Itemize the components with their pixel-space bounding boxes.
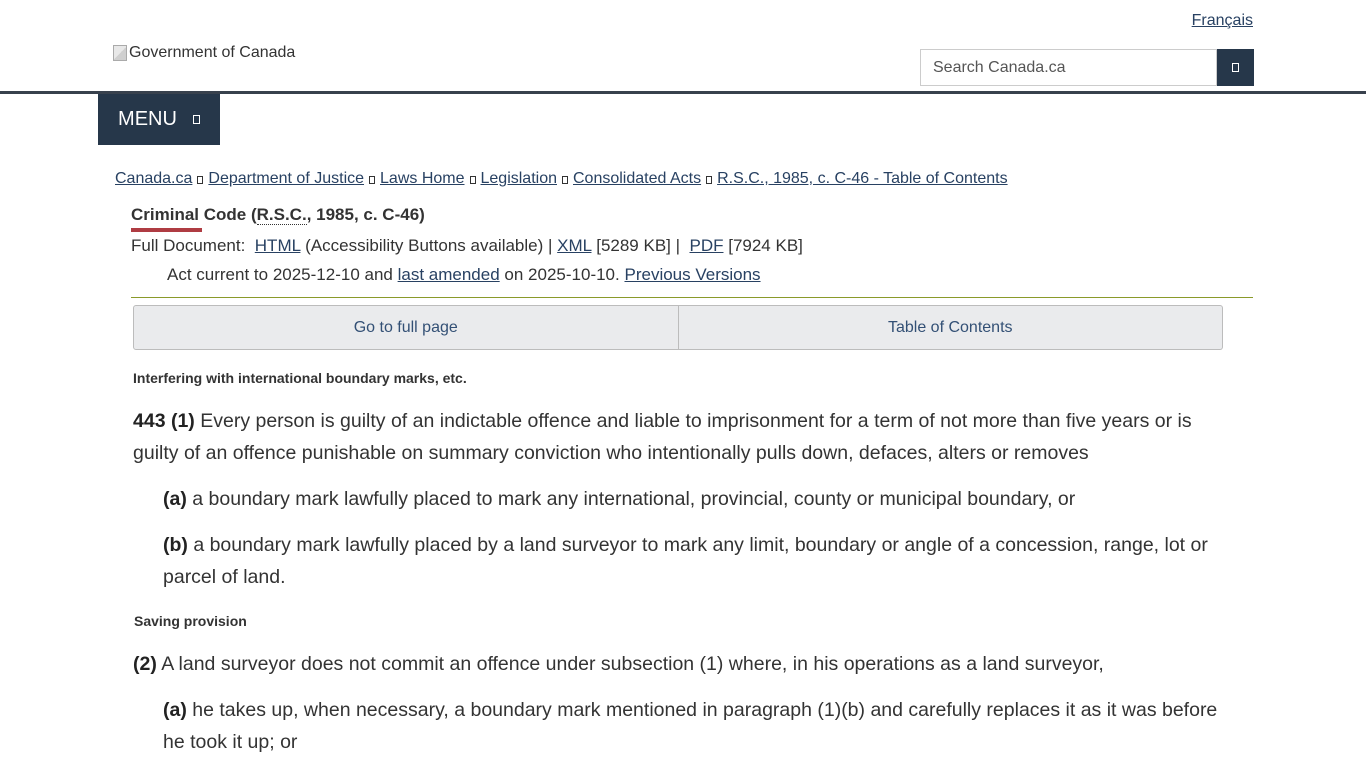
paragraph-text: a boundary mark lawfully placed to mark any international, provincial, county or municipal boundary, or [192,488,1076,510]
menu-button[interactable] [98,94,220,145]
menu-label: MENU [118,108,177,130]
search-form [920,49,1254,86]
logo-alt-text: Government of Canada [129,44,296,61]
breadcrumb [115,170,1008,188]
previous-versions-link[interactable]: Previous Versions [624,265,761,284]
xml-size: [5289 KB] | [596,236,681,255]
section-divider [131,297,1253,298]
section-number: 443 (1) [133,410,195,432]
current-to-text: Act current to 2025-12-10 and [167,265,393,284]
pdf-size: [7924 KB] [728,236,803,255]
paragraph-text: he takes up, when necessary, a boundary mark mentioned in paragraph (1)(b) and carefully replaces it as it was before he took it up; or [163,699,1218,753]
breadcrumb-separator-icon [706,176,712,184]
chevron-down-icon [193,115,200,124]
breadcrumb-separator-icon [470,176,476,184]
subsection-text: A land surveyor does not commit an offence under subsection (1) where, in his operations as a land surveyor, [161,653,1104,675]
subsection-number: (2) [133,653,157,675]
subsection-443-2 [133,648,1233,680]
paragraph-b [163,529,1233,593]
search-input[interactable] [920,49,1217,86]
breadcrumb-department-of-justice[interactable]: Department of Justice [208,170,365,187]
paragraph-label: (a) [163,699,187,721]
paragraph-a [163,483,1233,515]
search-button[interactable] [1217,49,1254,86]
paragraph-label: (a) [163,488,187,510]
currency-line [167,265,761,285]
go-to-full-page-button[interactable]: Go to full page [133,305,679,350]
breadcrumb-separator-icon [562,176,568,184]
broken-image-icon [113,45,127,61]
language-toggle-link[interactable]: Français [1191,12,1253,29]
breadcrumb-separator-icon [197,176,203,184]
last-amended-link[interactable]: last amended [397,265,500,284]
full-document-label: Full Document: [131,236,246,255]
search-icon [1232,63,1239,72]
breadcrumb-separator-icon [369,176,375,184]
title-part: , 1985, c. C-46) [306,205,425,224]
xml-link[interactable]: XML [557,236,592,255]
breadcrumb-table-of-contents[interactable]: R.S.C., 1985, c. C-46 - Table of Contents [717,170,1008,187]
navigation-button-bar [133,305,1223,350]
page-title [131,205,425,225]
breadcrumb-legislation[interactable]: Legislation [480,170,557,187]
subsection-2-paragraph-a [163,694,1233,758]
marginal-note: Interfering with international boundary marks, etc. [133,370,467,386]
marginal-note: Saving provision [134,613,247,629]
government-of-canada-logo[interactable] [113,44,295,62]
breadcrumb-consolidated-acts[interactable]: Consolidated Acts [573,170,702,187]
paragraph-text: a boundary mark lawfully placed by a land surveyor to mark any limit, boundary or angle of a concession, range, lot or parcel of land. [163,534,1208,588]
full-document-line [131,236,803,256]
html-note: (Accessibility Buttons available) | [305,236,553,255]
breadcrumb-laws-home[interactable]: Laws Home [380,170,465,187]
breadcrumb-canada-ca[interactable]: Canada.ca [115,170,193,187]
paragraph-label: (b) [163,534,188,556]
title-underline [131,228,202,232]
title-part: Criminal Code ( [131,205,257,224]
subsection-text: Every person is guilty of an indictable offence and liable to imprisonment for a term of not more than five years or is guilty of an offence punishable on summary conviction who intentionally pulls down, defaces, alters or removes [133,410,1192,464]
html-link[interactable]: HTML [254,236,301,255]
table-of-contents-button[interactable]: Table of Contents [679,305,1224,350]
subsection-443-1 [133,405,1233,469]
title-abbreviation: R.S.C. [256,205,307,224]
amended-date-text: on 2025-10-10. [504,265,620,284]
pdf-link[interactable]: PDF [689,236,724,255]
